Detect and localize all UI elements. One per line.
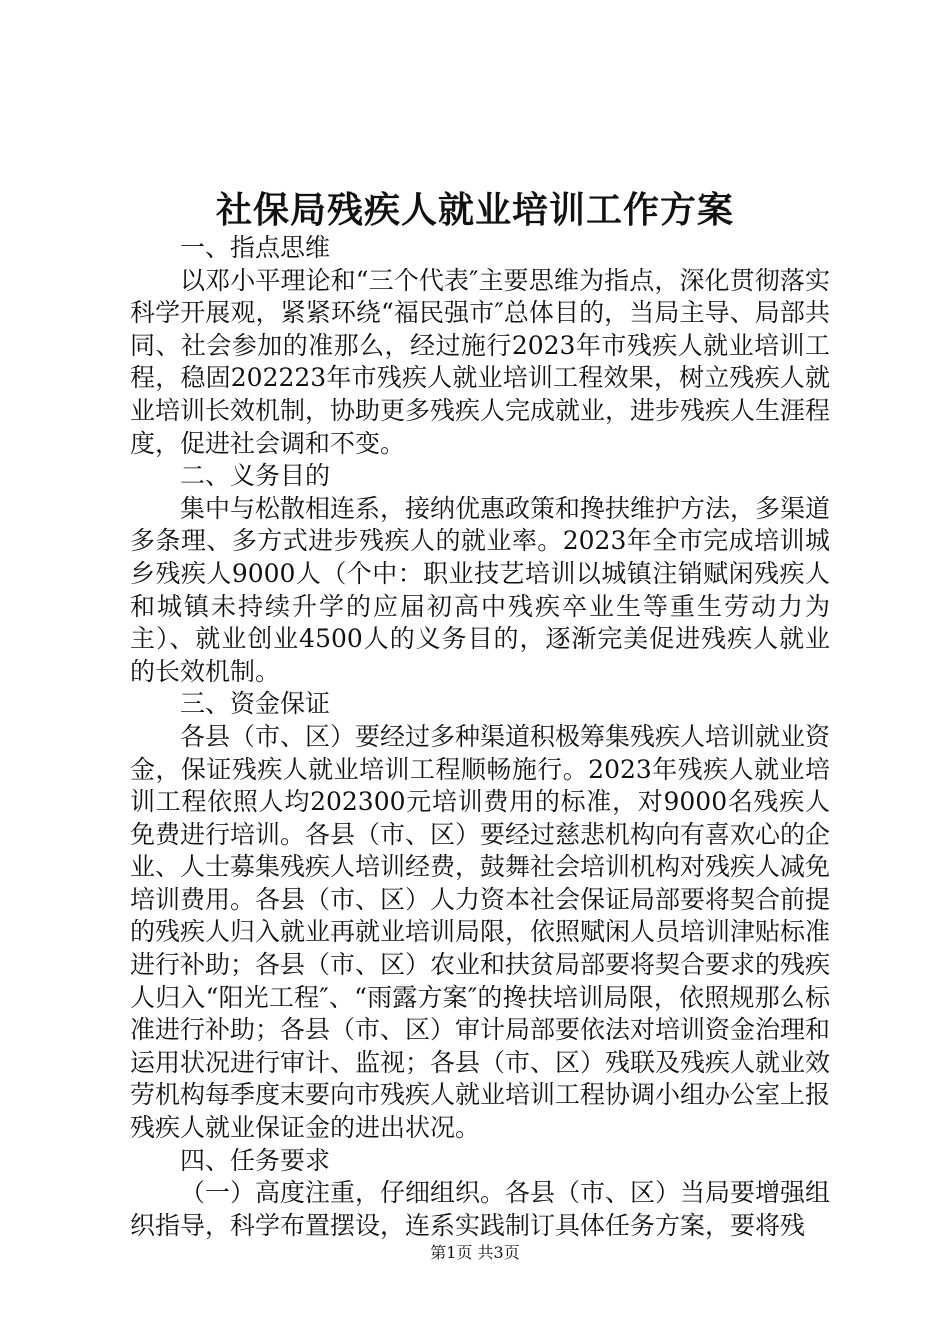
section-paragraph: 各县（市、区）要经过多种渠道积极筹集残疾人培训就业资金，保证残疾人就业培训工程顺畅施行。2023年残疾人就业培训工程依照人均202300元培训费用的标准，对9000名残疾人免费进行培训。各县（市、区）要经过慈悲机构向有喜欢心的企业、人士募集残疾人培训经费，鼓舞社会培训机构对残疾人减免培训费用。各县（市、区）人力资本社会保证局部要将契合前提的残疾人归入就业再就业培训局限，依照赋闲人员培训津贴标准进行补助；各县（市、区）农业和扶贫局部要将契合要求的残疾人归入“阳光工程″、“雨露方案″的搀扶培训局限，依照规那么标准进行补助；各县（市、区）审计局部要依法对培训资金治理和运用状况进行审计、监视；各县（市、区）残联及残疾人就业效劳机构每季度末要向市残疾人就业培训工程协调小组办公室上报残疾人就业保证金的进出状况。 <box>130 721 831 1143</box>
section-heading: 四、任务要求 <box>180 1145 331 1175</box>
section-heading: 三、资金保证 <box>180 689 331 719</box>
section-heading: 一、指点思维 <box>180 233 331 262</box>
section-heading: 二、义务目的 <box>180 461 331 491</box>
document-body <box>130 232 830 1242</box>
section-paragraph: （一）高度注重，仔细组织。各县（市、区）当局要增强组织指导，科学布置摆设，连系实践制订具体任务方案，要将残 <box>130 1178 831 1240</box>
page-footer: 第1页 共3页 <box>430 1243 520 1262</box>
document-title: 社保局残疾人就业培训工作方案 <box>215 189 734 231</box>
section-paragraph: 集中与松散相连系，接纳优惠政策和搀扶维护方法，多渠道多条理、多方式进步残疾人的就业率。2023年全市完成培训城乡残疾人9000人（个中：职业技艺培训以城镇注销赋闲残疾人和城镇未持续升学的应届初高中残疾卒业生等重生劳动力为主）、就业创业4500人的义务目的，逐渐完美促进残疾人就业的长效机制。 <box>130 493 831 686</box>
section-paragraph: 以邓小平理论和“三个代表″主要思维为指点，深化贯彻落实科学开展观，紧紧环绕“福民强市″总体目的，当局主导、局部共同、社会参加的准那么，经过施行2023年市残疾人就业培训工程，稳固202223年市残疾人就业培训工程效果，树立残疾人就业培训长效机制，协助更多残疾人完成就业，进步残疾人生涯程度，促进社会调和不变。 <box>130 265 831 458</box>
